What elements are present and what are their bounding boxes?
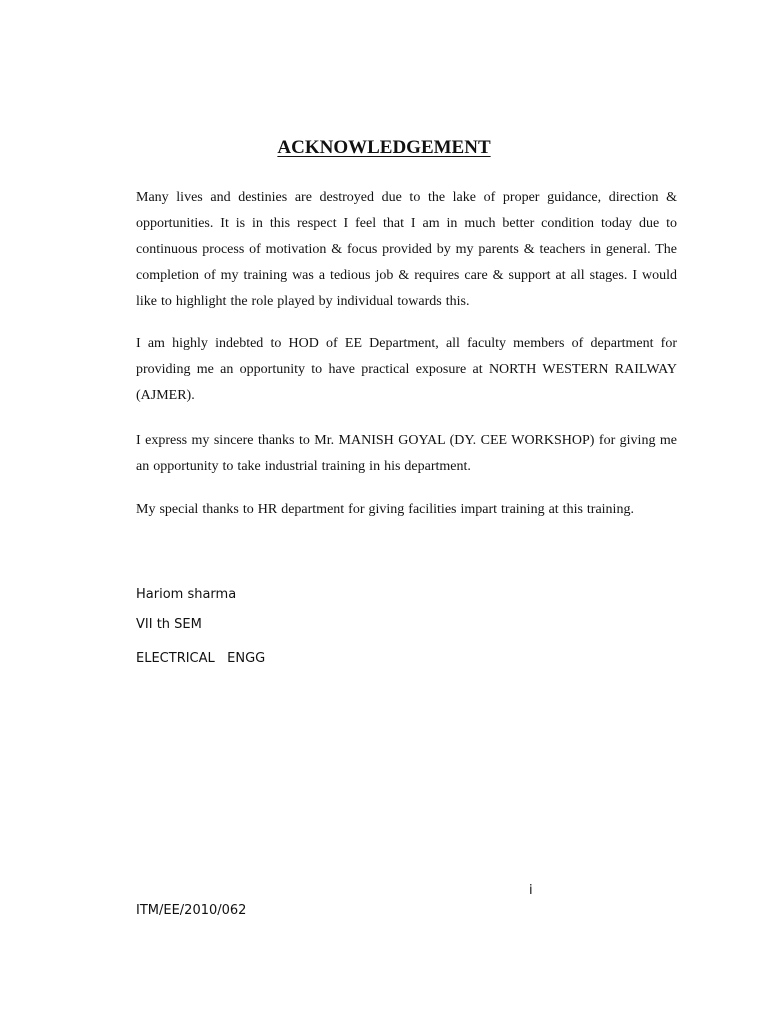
page-number: i [529,883,533,898]
document-code: ITM/EE/2010/062 [136,903,247,918]
page-title [0,136,768,160]
paragraph-intro: Many lives and destinies are destroyed due to the lake of proper guidance, direction & opportunities. It is in this respect I feel that I am in much better condition today due to continuous process of motivation & focus provided by my parents & teachers in general. The completion of my training was a tedious job & requires care & support at all stages. I would like to highlight the role played by individual towards this. [136,190,677,309]
page-title-text: ACKNOWLEDGEMENT [277,137,491,158]
signature-name: Hariom sharma [136,587,237,602]
signature-branch: ELECTRICAL ENGG [136,651,266,666]
signature-semester: VII th SEM [136,617,202,632]
paragraph-mentor-thanks: I express my sincere thanks to Mr. MANISH GOYAL (DY. CEE WORKSHOP) for giving me an opportunity to take industrial training in his department. [136,433,677,474]
paragraph-hod-thanks: I am highly indebted to HOD of EE Department, all faculty members of department for providing me an opportunity to have practical exposure at NORTH WESTERN RAILWAY (AJMER). [136,336,677,403]
paragraph-hr-thanks: My special thanks to HR department for giving facilities impart training at this training. [136,502,634,517]
